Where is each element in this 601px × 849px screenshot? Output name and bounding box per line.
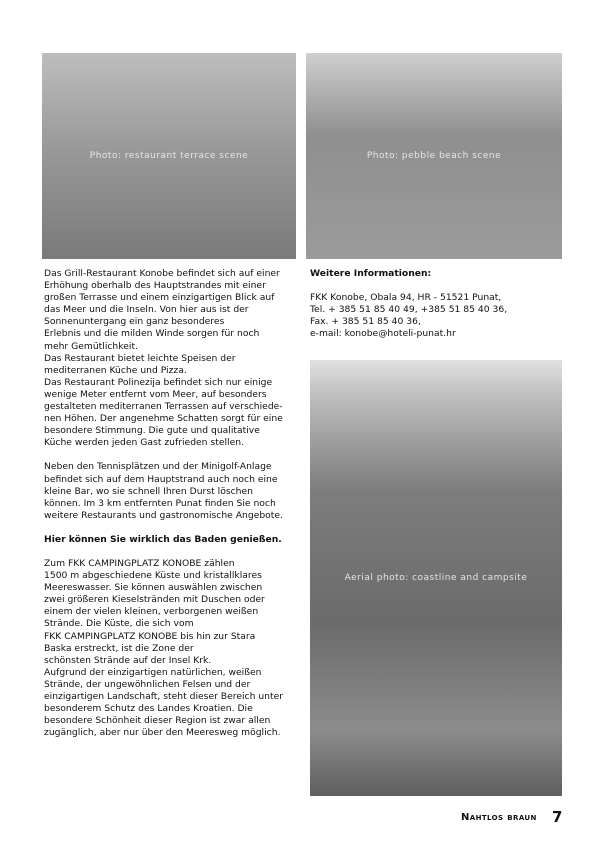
contact-fax: Fax. + 385 51 85 40 36,: [310, 316, 421, 328]
text-line: gestalteten mediterranen Terrassen auf verschiede-: [44, 401, 283, 413]
text-line: Strände, der ungewöhnlichen Felsen und der: [44, 678, 251, 690]
text-line: Aufgrund der einzigartigen natürlichen, weißen: [44, 666, 262, 678]
text-line: Das Grill-Restaurant Konobe befindet sich auf einer: [44, 268, 280, 279]
text-line: besonderem Schutz des Landes Kroatien. Die: [44, 703, 253, 715]
contact-phone: Tel. + 385 51 85 40 49, +385 51 85 40 36,: [310, 304, 508, 316]
text-line: weitere Restaurants und gastronomische Angebote.: [44, 509, 283, 521]
photo-caption: Photo: pebble beach scene: [366, 151, 502, 161]
text-line: besondere Schönheit dieser Region ist zwar allen: [44, 715, 271, 727]
text-line: Meereswasser. Sie können auswählen zwischen: [44, 582, 263, 594]
text-line: Erlebnis und die milden Winde sorgen für noch: [44, 328, 260, 340]
photo-caption: Photo: restaurant terrace scene: [89, 151, 249, 161]
text-line: zugänglich, aber nur über den Meeresweg möglich.: [44, 727, 281, 739]
text-line: 1500 m abgeschiedene Küste und kristallklares: [44, 570, 262, 582]
contact-heading: Weitere Informationen:: [310, 268, 432, 279]
text-line: einzigartigen Landschaft, steht dieser Bereich unter: [44, 691, 284, 702]
text-line: Baska erstreckt, ist die Zone der: [44, 642, 194, 654]
contact-email[interactable]: e-mail: konobe@hoteli-punat.hr: [310, 328, 456, 340]
text-line: mehr Gemütlichkeit.: [44, 340, 138, 352]
contact-address: FKK Konobe, Obala 94, HR - 51521 Punat,: [310, 292, 502, 304]
text-line: Strände. Die Küste, die sich vom: [44, 618, 194, 630]
facilities-paragraph: [44, 461, 298, 521]
photo-beach: [306, 53, 562, 259]
text-line: FKK CAMPINGPLATZ KONOBE bis hin zur Stara: [44, 630, 256, 642]
text-line: großen Terrasse und einem einzigartigen Blick auf: [44, 292, 275, 304]
page-number: 7: [552, 808, 563, 826]
contact-info-column: [310, 268, 564, 340]
text-line: besondere Stimmung. Die gute und qualitative: [44, 425, 260, 437]
text-line: mediterranen Küche und Pizza.: [44, 364, 187, 376]
text-line: kleine Bar, wo sie schnell Ihren Durst löschen: [44, 485, 253, 497]
text-line: das Meer und die Inseln. Von hier aus ist der: [44, 304, 249, 316]
text-line: Sonnenuntergang ein ganz besonderes: [44, 316, 225, 328]
beach-paragraph: [44, 558, 298, 739]
photo-aerial-coastline: [310, 360, 562, 796]
text-line: schönsten Strände auf der Insel Krk.: [44, 654, 212, 666]
text-line: Das Restaurant bietet leichte Speisen der: [44, 352, 236, 364]
text-line: wenige Meter entfernt vom Meer, auf besonders: [44, 388, 267, 400]
text-line: befindet sich auf dem Hauptstrand auch noch eine: [44, 473, 278, 485]
text-line: Küche werden jeden Gast zufrieden stellen.: [44, 437, 244, 449]
text-line: nen Höhen. Der angenehme Schatten sorgt für eine: [44, 413, 283, 425]
text-line: zwei größeren Kieselstränden mit Duschen oder: [44, 594, 265, 606]
text-line: einem der vielen kleinen, verborgenen weißen: [44, 606, 259, 618]
photo-restaurant-terrace: [42, 53, 296, 259]
text-line: Neben den Tennisplätzen und der Minigolf-Anlage: [44, 461, 272, 473]
photo-caption: Aerial photo: coastline and campsite: [344, 573, 528, 583]
text-line: können. Im 3 km entfernten Punat finden Sie noch: [44, 497, 276, 509]
footer-section-label: Nahtlos braun: [461, 812, 537, 823]
left-text-column: [44, 268, 298, 739]
section-heading: Hier können Sie wirklich das Baden genießen.: [44, 533, 282, 545]
restaurant-paragraph: [44, 268, 298, 449]
text-line: Zum FKK CAMPINGPLATZ KONOBE zählen: [44, 557, 235, 569]
text-line: Das Restaurant Polinezija befindet sich nur einige: [44, 376, 273, 388]
text-line: Erhöhung oberhalb des Hauptstrandes mit einer: [44, 280, 266, 292]
